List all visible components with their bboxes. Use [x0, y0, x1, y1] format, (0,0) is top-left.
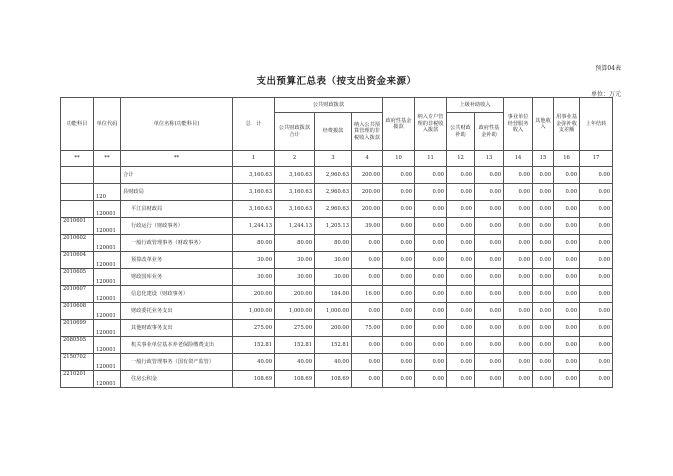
amount-cell: 0.00: [383, 371, 415, 388]
amount-cell: 1,000.00: [315, 303, 352, 320]
unit-code-cell: 120001: [94, 320, 121, 337]
func-code-cell: 2010607: [61, 286, 94, 303]
amount-cell: 0.00: [580, 286, 613, 303]
amount-cell: 0.00: [504, 286, 533, 303]
amount-cell: 0.00: [383, 218, 415, 235]
amount-cell: 0.00: [533, 184, 554, 201]
amount-cell: 0.00: [533, 167, 554, 184]
amount-cell: 30.00: [233, 269, 275, 286]
amount-cell: 0.00: [475, 303, 504, 320]
amount-cell: 0.00: [504, 167, 533, 184]
amount-cell: 0.00: [475, 252, 504, 269]
amount-cell: 30.00: [315, 252, 352, 269]
amount-cell: 0.00: [415, 303, 447, 320]
amount-cell: 0.00: [447, 201, 475, 218]
func-code-cell: [61, 201, 94, 218]
amount-cell: 2,960.63: [315, 201, 352, 218]
code-cell: 17: [580, 151, 613, 167]
code-cell: 4: [352, 151, 383, 167]
amount-cell: 0.00: [415, 286, 447, 303]
func-code-cell: 2010601: [61, 218, 94, 235]
amount-cell: 152.81: [233, 337, 275, 354]
amount-cell: 0.00: [383, 303, 415, 320]
amount-cell: 200.00: [352, 184, 383, 201]
amount-cell: 0.00: [580, 303, 613, 320]
header-fund-balance: 用事业基金弥补收支差额: [554, 98, 580, 151]
amount-cell: 0.00: [504, 371, 533, 388]
amount-cell: 0.00: [580, 337, 613, 354]
amount-cell: 0.00: [475, 201, 504, 218]
amount-cell: 0.00: [554, 320, 580, 337]
header-special-nontax: 纳入专户管理的非税收入拨款: [415, 98, 447, 151]
budget-table: [60, 97, 613, 388]
unit-name-cell: 行政运行（财政事务）: [121, 218, 233, 235]
amount-cell: 0.00: [554, 235, 580, 252]
amount-cell: 0.00: [554, 201, 580, 218]
unit-code-cell: 120001: [94, 303, 121, 320]
amount-cell: 0.00: [504, 269, 533, 286]
amount-cell: 0.00: [475, 286, 504, 303]
amount-cell: 0.00: [580, 371, 613, 388]
amount-cell: 0.00: [533, 354, 554, 371]
code-cell: 16: [554, 151, 580, 167]
amount-cell: 0.00: [415, 354, 447, 371]
table-row: [61, 371, 613, 388]
code-cell: 13: [475, 151, 504, 167]
amount-cell: 80.00: [315, 235, 352, 252]
amount-cell: 0.00: [415, 371, 447, 388]
unit-name-cell: 县财政局: [121, 184, 233, 201]
amount-cell: 30.00: [233, 252, 275, 269]
func-code-cell: 2010605: [61, 269, 94, 286]
amount-cell: 152.81: [275, 337, 315, 354]
amount-cell: 1,205.13: [315, 218, 352, 235]
code-cell: 15: [533, 151, 554, 167]
func-code-cell: 2010608: [61, 303, 94, 320]
table-row: [61, 269, 613, 286]
amount-cell: 0.00: [447, 354, 475, 371]
amount-cell: 0.00: [352, 303, 383, 320]
unit-code-cell: 120: [94, 184, 121, 201]
table-row: [61, 286, 613, 303]
unit-code-cell: [94, 167, 121, 184]
amount-cell: 0.00: [475, 167, 504, 184]
header-business-income: 事业单位经营服务收入: [504, 98, 533, 151]
amount-cell: 0.00: [504, 252, 533, 269]
amount-cell: 0.00: [533, 218, 554, 235]
amount-cell: 0.00: [580, 167, 613, 184]
amount-cell: 1,000.00: [233, 303, 275, 320]
code-cell: 2: [275, 151, 315, 167]
amount-cell: 0.00: [580, 184, 613, 201]
amount-cell: 0.00: [580, 320, 613, 337]
amount-cell: 0.00: [415, 218, 447, 235]
unit-name-cell: 合计: [121, 167, 233, 184]
amount-cell: 0.00: [554, 337, 580, 354]
header-budget-alloc: 经费拨款: [315, 113, 352, 151]
amount-cell: 30.00: [275, 269, 315, 286]
unit-code-cell: 120001: [94, 269, 121, 286]
amount-cell: 3,160.63: [275, 184, 315, 201]
amount-cell: 0.00: [447, 184, 475, 201]
table-row: [61, 252, 613, 269]
header-fund-subsidy: 政府性基金补助: [475, 113, 504, 151]
amount-cell: 0.00: [352, 371, 383, 388]
amount-cell: 0.00: [447, 371, 475, 388]
func-code-cell: [61, 167, 94, 184]
amount-cell: 0.00: [580, 354, 613, 371]
amount-cell: 0.00: [533, 303, 554, 320]
amount-cell: 1,000.00: [275, 303, 315, 320]
code-cell: 3: [315, 151, 352, 167]
header-carryover: 上年结转: [580, 98, 613, 151]
amount-cell: 0.00: [533, 235, 554, 252]
amount-cell: 0.00: [383, 320, 415, 337]
amount-cell: 0.00: [447, 337, 475, 354]
amount-cell: 200.00: [352, 201, 383, 218]
amount-cell: 0.00: [415, 337, 447, 354]
unit-name-cell: 其他财政事务支出: [121, 320, 233, 337]
amount-cell: 0.00: [447, 303, 475, 320]
amount-cell: 0.00: [447, 269, 475, 286]
func-code-cell: 2010699: [61, 320, 94, 337]
amount-cell: 0.00: [352, 337, 383, 354]
header-other-income: 其他收入: [533, 98, 554, 151]
amount-cell: 16.00: [352, 286, 383, 303]
amount-cell: 0.00: [352, 235, 383, 252]
unit-code-cell: 120001: [94, 218, 121, 235]
amount-cell: 0.00: [554, 252, 580, 269]
amount-cell: 0.00: [383, 184, 415, 201]
amount-cell: 0.00: [533, 252, 554, 269]
amount-cell: 2,960.63: [315, 167, 352, 184]
amount-cell: 0.00: [415, 235, 447, 252]
unit-name-cell: 财政国库业务: [121, 269, 233, 286]
amount-cell: 2,960.63: [315, 184, 352, 201]
amount-cell: 0.00: [554, 167, 580, 184]
amount-cell: 40.00: [315, 354, 352, 371]
amount-cell: 0.00: [475, 235, 504, 252]
amount-cell: 200.00: [352, 167, 383, 184]
amount-cell: 0.00: [415, 167, 447, 184]
table-row: [61, 167, 613, 184]
amount-cell: 75.00: [352, 320, 383, 337]
amount-cell: 0.00: [554, 371, 580, 388]
code-cell: **: [94, 151, 121, 167]
amount-cell: 40.00: [275, 354, 315, 371]
func-code-cell: [61, 184, 94, 201]
amount-cell: 0.00: [475, 337, 504, 354]
table-row: [61, 184, 613, 201]
amount-cell: 1,244.13: [275, 218, 315, 235]
code-cell: 1: [233, 151, 275, 167]
func-code-cell: 2080505: [61, 337, 94, 354]
amount-cell: 152.81: [315, 337, 352, 354]
unit-name-cell: 预算改革业务: [121, 252, 233, 269]
amount-cell: 39.00: [352, 218, 383, 235]
header-public-finance: 公共财政拨款: [275, 98, 383, 113]
amount-cell: 0.00: [533, 269, 554, 286]
table-row: [61, 320, 613, 337]
amount-cell: 0.00: [554, 303, 580, 320]
unit-name-cell: 机关事业单位基本养老保险缴费支出: [121, 337, 233, 354]
amount-cell: 0.00: [504, 201, 533, 218]
unit-name-cell: 一般行政管理事务（财政事务）: [121, 235, 233, 252]
unit-name-cell: 住房公积金: [121, 371, 233, 388]
amount-cell: 30.00: [275, 252, 315, 269]
table-row: [61, 337, 613, 354]
amount-cell: 30.00: [315, 269, 352, 286]
amount-cell: 0.00: [475, 184, 504, 201]
amount-cell: 0.00: [504, 184, 533, 201]
unit-code-cell: 120001: [94, 354, 121, 371]
amount-cell: 0.00: [475, 354, 504, 371]
amount-cell: 3,160.63: [233, 201, 275, 218]
amount-cell: 0.00: [447, 252, 475, 269]
amount-cell: 0.00: [475, 269, 504, 286]
amount-cell: 275.00: [233, 320, 275, 337]
amount-cell: 0.00: [352, 354, 383, 371]
amount-cell: 3,160.63: [275, 201, 315, 218]
amount-cell: 0.00: [533, 286, 554, 303]
amount-cell: 0.00: [554, 354, 580, 371]
unit-name-cell: 平江县财政局: [121, 201, 233, 218]
form-number: 预算04表: [595, 65, 621, 72]
amount-cell: 0.00: [533, 371, 554, 388]
column-code-row: [61, 151, 613, 167]
amount-cell: 0.00: [533, 201, 554, 218]
amount-cell: 200.00: [275, 286, 315, 303]
func-code-cell: 2010602: [61, 235, 94, 252]
amount-cell: 0.00: [475, 218, 504, 235]
table-row: [61, 235, 613, 252]
header-public-subtotal: 公共财政拨款合计: [275, 113, 315, 151]
amount-cell: 0.00: [383, 337, 415, 354]
amount-cell: 0.00: [383, 235, 415, 252]
code-cell: 10: [383, 151, 415, 167]
page-title: 支出预算汇总表（按支出资金来源）: [256, 76, 417, 87]
unit-code-cell: 120001: [94, 235, 121, 252]
amount-cell: 108.69: [315, 371, 352, 388]
func-code-cell: 2010604: [61, 252, 94, 269]
amount-cell: 0.00: [475, 320, 504, 337]
unit-code-cell: 120001: [94, 371, 121, 388]
amount-cell: 0.00: [383, 201, 415, 218]
amount-cell: 0.00: [504, 354, 533, 371]
amount-cell: 0.00: [554, 218, 580, 235]
table-row: [61, 303, 613, 320]
unit-name-cell: 财政委托业务支出: [121, 303, 233, 320]
amount-cell: 0.00: [447, 167, 475, 184]
amount-cell: 3,160.63: [233, 167, 275, 184]
code-cell: 11: [415, 151, 447, 167]
amount-cell: 0.00: [533, 337, 554, 354]
amount-cell: 0.00: [475, 371, 504, 388]
amount-cell: 80.00: [233, 235, 275, 252]
amount-cell: 0.00: [447, 218, 475, 235]
header-public-subsidy: 公共财政补助: [447, 113, 475, 151]
table-row: [61, 201, 613, 218]
amount-cell: 80.00: [275, 235, 315, 252]
amount-cell: 0.00: [554, 286, 580, 303]
amount-cell: 0.00: [383, 269, 415, 286]
amount-cell: 0.00: [580, 269, 613, 286]
amount-cell: 0.00: [415, 269, 447, 286]
amount-cell: 200.00: [315, 320, 352, 337]
amount-cell: 3,160.63: [233, 184, 275, 201]
func-code-cell: 2210201: [61, 371, 94, 388]
amount-cell: 0.00: [415, 252, 447, 269]
amount-cell: 0.00: [415, 184, 447, 201]
amount-cell: 108.69: [233, 371, 275, 388]
amount-cell: 0.00: [447, 235, 475, 252]
code-cell: **: [121, 151, 233, 167]
header-func-code: 功能科目: [61, 98, 94, 151]
code-cell: 14: [504, 151, 533, 167]
table-row: [61, 354, 613, 371]
amount-cell: 0.00: [352, 252, 383, 269]
amount-cell: 0.00: [580, 218, 613, 235]
amount-cell: 0.00: [580, 201, 613, 218]
amount-cell: 0.00: [533, 320, 554, 337]
amount-cell: 0.00: [352, 269, 383, 286]
amount-cell: 0.00: [415, 320, 447, 337]
unit-name-cell: 信息化建设（财政事务）: [121, 286, 233, 303]
unit-code-cell: 120001: [94, 337, 121, 354]
unit-name-cell: 一般行政管理事务（国有资产监管）: [121, 354, 233, 371]
amount-cell: 3,160.63: [275, 167, 315, 184]
amount-cell: 200.00: [233, 286, 275, 303]
unit-code-cell: 120001: [94, 201, 121, 218]
func-code-cell: 2150702: [61, 354, 94, 371]
amount-cell: 0.00: [504, 235, 533, 252]
amount-cell: 0.00: [447, 286, 475, 303]
table-row: [61, 218, 613, 235]
amount-cell: 0.00: [554, 269, 580, 286]
unit-label: 单位：万元: [590, 91, 621, 98]
amount-cell: 0.00: [447, 320, 475, 337]
header-unit-code: 单位代码: [94, 98, 121, 151]
amount-cell: 0.00: [383, 286, 415, 303]
unit-code-cell: 120001: [94, 252, 121, 269]
amount-cell: 40.00: [233, 354, 275, 371]
amount-cell: 0.00: [504, 303, 533, 320]
header-unit-name: 单位名称(功能科目): [121, 98, 233, 151]
amount-cell: 1,244.13: [233, 218, 275, 235]
amount-cell: 0.00: [504, 218, 533, 235]
code-cell: 12: [447, 151, 475, 167]
amount-cell: 184.00: [315, 286, 352, 303]
amount-cell: 0.00: [383, 252, 415, 269]
header-gov-fund: 政府性基金拨款: [383, 98, 415, 151]
amount-cell: 0.00: [554, 184, 580, 201]
header-budget-managed: 纳入公共预算管理的非税收入拨款: [352, 113, 383, 151]
amount-cell: 0.00: [383, 354, 415, 371]
amount-cell: 108.69: [275, 371, 315, 388]
amount-cell: 0.00: [504, 320, 533, 337]
header-total: 总 计: [233, 98, 275, 151]
amount-cell: 0.00: [580, 252, 613, 269]
amount-cell: 275.00: [275, 320, 315, 337]
header-superior-subsidy: 上级补助收入: [447, 98, 504, 113]
amount-cell: 0.00: [504, 337, 533, 354]
amount-cell: 0.00: [415, 201, 447, 218]
amount-cell: 0.00: [383, 167, 415, 184]
unit-code-cell: 120001: [94, 286, 121, 303]
amount-cell: 0.00: [580, 235, 613, 252]
code-cell: **: [61, 151, 94, 167]
